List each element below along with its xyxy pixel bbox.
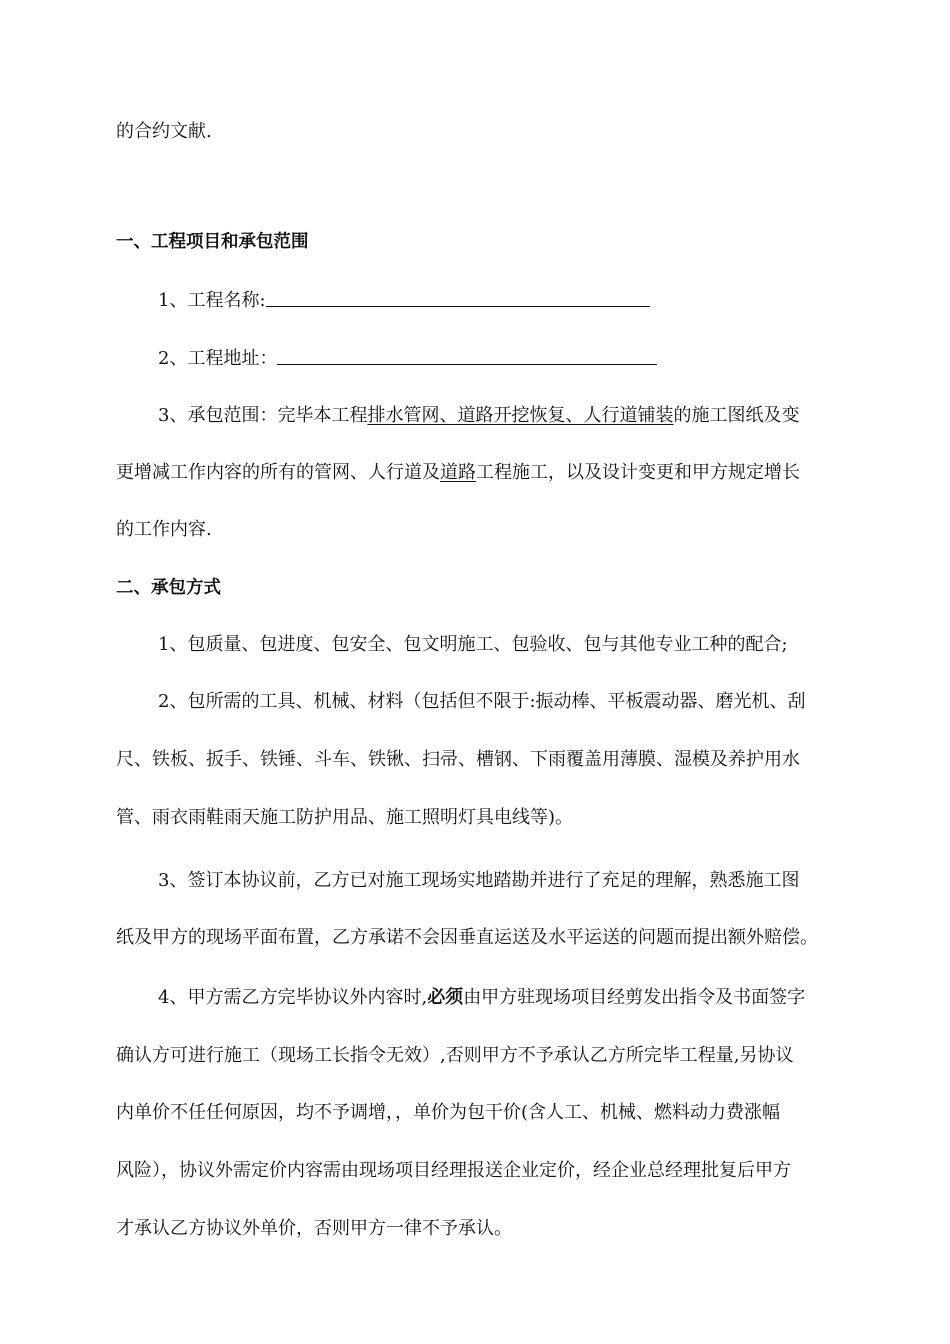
project-address-blank [277,346,657,365]
contract-item-3-line-1: 3、签订本协议前，乙方已对施工现场实地踏勘并进行了充足的理解，熟悉施工图 [158,870,800,891]
contract-item-3-line-2: 纸及甲方的现场平面布置，乙方承诺不会因垂直运送及水平运送的问题而提出额外赔偿。 [116,927,818,948]
contract-item-4-line-1 [158,986,805,1010]
contract-item-2-line-2: 尺、铁板、扳手、铁锤、斗车、铁锹、扫帚、槽钢、下雨覆盖用薄膜、湿模及养护用水 [116,749,800,770]
scope-line-1 [158,404,799,428]
contract-item-4-line-5: 才承认乙方协议外单价，否则甲方一律不予承认。 [116,1218,512,1239]
scope-prefix: 3、承包范围：完毕本工程 [158,405,368,426]
contract-item-1: 1、包质量、包进度、包安全、包文明施工、包验收、包与其他专业工种的配合; [158,634,788,655]
scope-line2-underlined: 道路 [440,462,476,483]
project-name-row [158,288,650,313]
section1-heading: 一、工程项目和承包范围 [116,232,309,252]
scope-underlined-works: 排水管网、道路开挖恢复、人行道铺装 [367,405,674,426]
intro-tail: 的合约文献. [116,121,212,142]
project-address-row [158,346,657,371]
project-name-label: 1、工程名称: [158,290,266,311]
contract-item-4-line-2: 确认方可进行施工（现场工长指令无效）,否则甲方不予承认乙方所完毕工程量,另协议 [116,1045,794,1066]
item4-emphasis: 必须 [427,987,464,1008]
contract-item-2-line-1: 2、包所需的工具、机械、材料（包括但不限于:振动棒、平板震动器、磨光机、刮 [158,691,806,712]
project-name-blank [266,288,650,307]
scope-line2-a: 更增减工作内容的所有的管网、人行道及 [116,462,440,483]
scope-line2-b: 工程施工，以及设计变更和甲方规定增长 [476,462,800,483]
section2-heading: 二、承包方式 [116,578,221,598]
item4-l1-a: 4、甲方需乙方完毕协议外内容时, [158,987,428,1008]
contract-item-2-line-3: 管、雨衣雨鞋雨天施工防护用品、施工照明灯具电线等)。 [116,807,574,828]
scope-line-3: 的工作内容. [116,519,212,540]
project-address-label: 2、工程地址： [158,348,278,369]
contract-item-4-line-4: 风险），协议外需定价内容需由现场项目经理报送企业定价，经企业总经理批复后甲方 [116,1160,791,1181]
scope-line-2 [116,461,800,485]
scope-suffix: 的施工图纸及变 [673,405,800,426]
contract-item-4-line-3: 内单价不任任何原因，均不予调增，，单价为包干价(含人工、机械、燃料动力费涨幅 [116,1102,781,1123]
item4-l1-b: 由甲方驻现场项目经剪发出指令及书面签字 [463,987,806,1008]
